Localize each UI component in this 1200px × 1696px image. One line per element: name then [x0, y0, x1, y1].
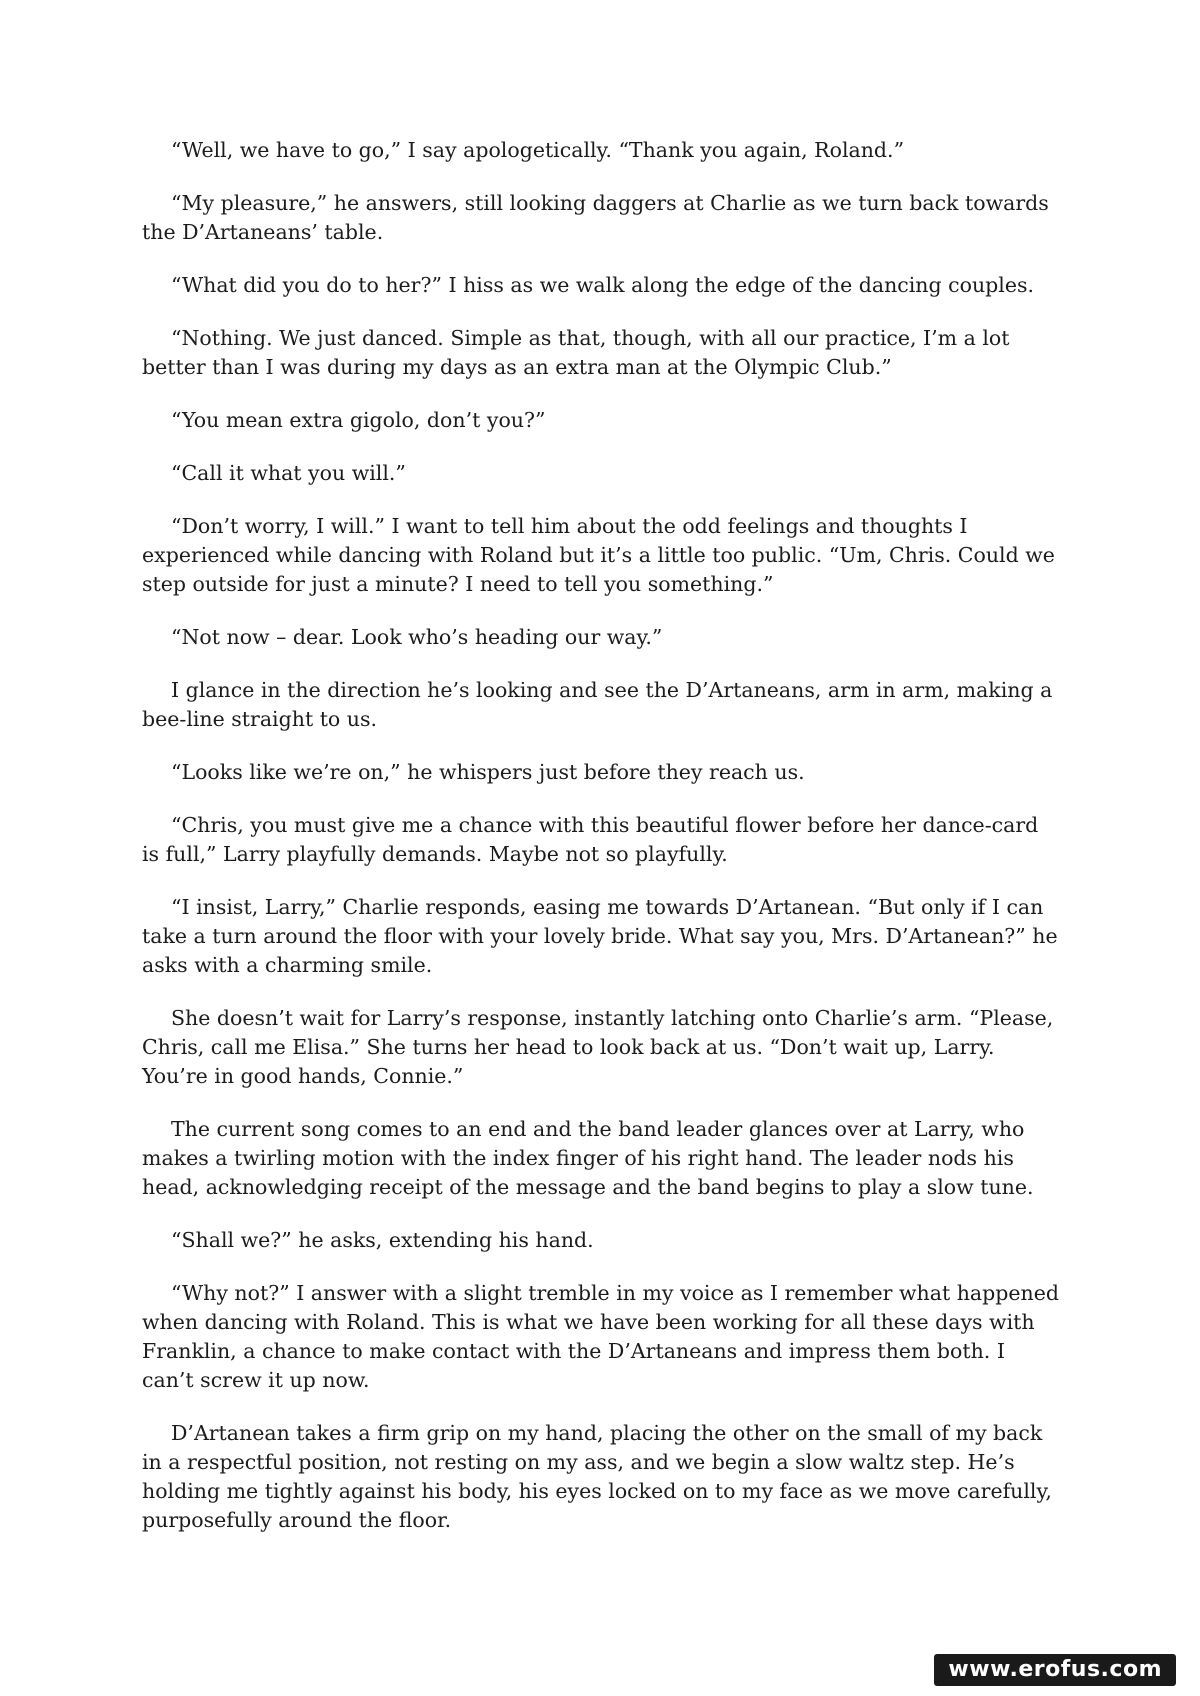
paragraph: D’Artanean takes a firm grip on my hand, placing the other on the small of my back in a respectful position, not resting on my ass, and we begin a slow waltz step. He’s holding me tightly against his body, his eyes locked on to my face as we move carefully, purposefully around the floor.	[142, 1421, 1052, 1532]
paragraph: “What did you do to her?” I hiss as we walk along the edge of the dancing couples.	[171, 273, 1035, 297]
paragraph: The current song comes to an end and the band leader glances over at Larry, who makes a twirling motion with the index finger of his right hand. The leader nods his head, acknowledging receipt of the message and the band begins to play a slow tune.	[142, 1117, 1034, 1199]
paragraph: “Call it what you will.”	[171, 461, 406, 485]
body-text	[142, 136, 1060, 1559]
paragraph: “Chris, you must give me a chance with this beautiful flower before her dance-card is full,” Larry playfully demands. Maybe not so playfully.	[142, 813, 1039, 866]
paragraph: “Why not?” I answer with a slight tremble in my voice as I remember what happened when dancing with Roland. This is what we have been working for all these days with Franklin, a chance to make contact with the D’Artaneans and impress them both. I can’t screw it up now.	[142, 1281, 1059, 1392]
paragraph: “Don’t worry, I will.” I want to tell him about the odd feelings and thoughts I experienced while dancing with Roland but it’s a little too public. “Um, Chris. Could we step outside for just a minute? I need to tell you something.”	[142, 514, 1055, 596]
paragraph: “I insist, Larry,” Charlie responds, easing me towards D’Artanean. “But only if I can take a turn around the floor with your lovely bride. What say you, Mrs. D’Artanean?” he asks with a charming smile.	[142, 895, 1058, 977]
paragraph: “My pleasure,” he answers, still looking daggers at Charlie as we turn back towards the D’Artaneans’ table.	[142, 191, 1049, 244]
paragraph: “Shall we?” he asks, extending his hand.	[171, 1228, 594, 1252]
paragraph: “Nothing. We just danced. Simple as that, though, with all our practice, I’m a lot better than I was during my days as an extra man at the Olympic Club.”	[142, 326, 1010, 379]
paragraph: “Not now – dear. Look who’s heading our way.”	[171, 625, 663, 649]
paragraph: “Well, we have to go,” I say apologetically. “Thank you again, Roland.”	[171, 138, 905, 162]
paragraph: “You mean extra gigolo, don’t you?”	[171, 408, 546, 432]
paragraph: “Looks like we’re on,” he whispers just before they reach us.	[171, 760, 805, 784]
watermark: www.erofus.com	[934, 1654, 1176, 1686]
paragraph: She doesn’t wait for Larry’s response, instantly latching onto Charlie’s arm. “Please, Chris, call me Elisa.” She turns her head to look back at us. “Don’t wait up, Larry. You’re in good hands, Connie.”	[142, 1006, 1054, 1088]
paragraph: I glance in the direction he’s looking and see the D’Artaneans, arm in arm, making a bee-line straight to us.	[142, 678, 1053, 731]
